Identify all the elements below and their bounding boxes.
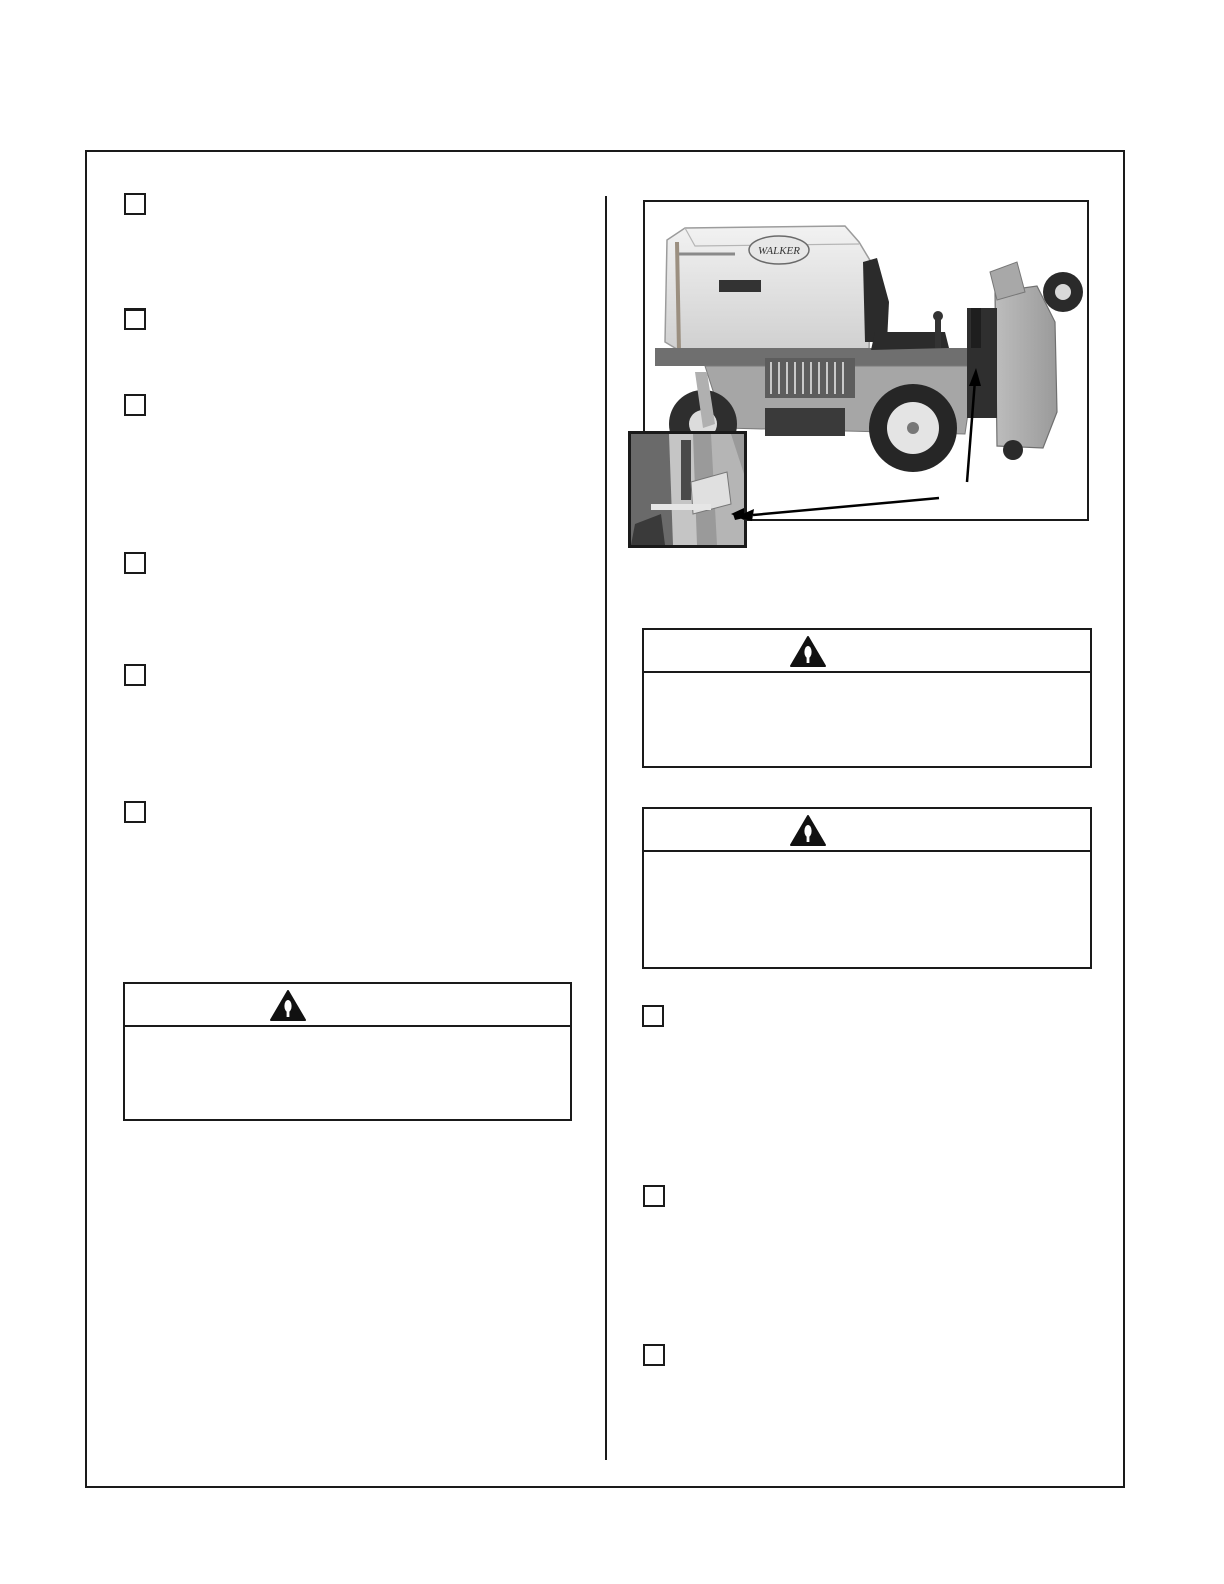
warning-body [125, 1027, 570, 1119]
checklist-box-step-6[interactable] [124, 801, 146, 823]
column-divider [605, 196, 607, 1460]
warning-header [125, 984, 570, 1027]
warning-header [644, 630, 1090, 673]
walker-logo: WALKER [757, 245, 801, 257]
warning-header [644, 809, 1090, 852]
warning-body [644, 673, 1090, 766]
warning-triangle-icon [789, 814, 827, 847]
warning-box-right-1 [642, 628, 1092, 768]
warning-box-left [123, 982, 572, 1121]
warning-triangle-icon [269, 989, 307, 1022]
warning-box-right-2 [642, 807, 1092, 969]
checklist-box-step-7[interactable] [642, 1005, 664, 1027]
checklist-box-step-5[interactable] [124, 664, 146, 686]
checklist-box-step-1[interactable] [124, 193, 146, 215]
inset-arrow-icon [732, 505, 756, 525]
checklist-box-step-3[interactable] [124, 394, 146, 416]
warning-body [644, 852, 1090, 967]
detail-inset-photo [628, 431, 747, 548]
checklist-box-step-4[interactable] [124, 552, 146, 574]
checklist-box-step-8[interactable] [643, 1185, 665, 1207]
warning-triangle-icon [789, 635, 827, 668]
checklist-box-step-9[interactable] [643, 1344, 665, 1366]
checklist-box-step-2[interactable] [124, 308, 146, 330]
inset-illustration [631, 434, 744, 545]
